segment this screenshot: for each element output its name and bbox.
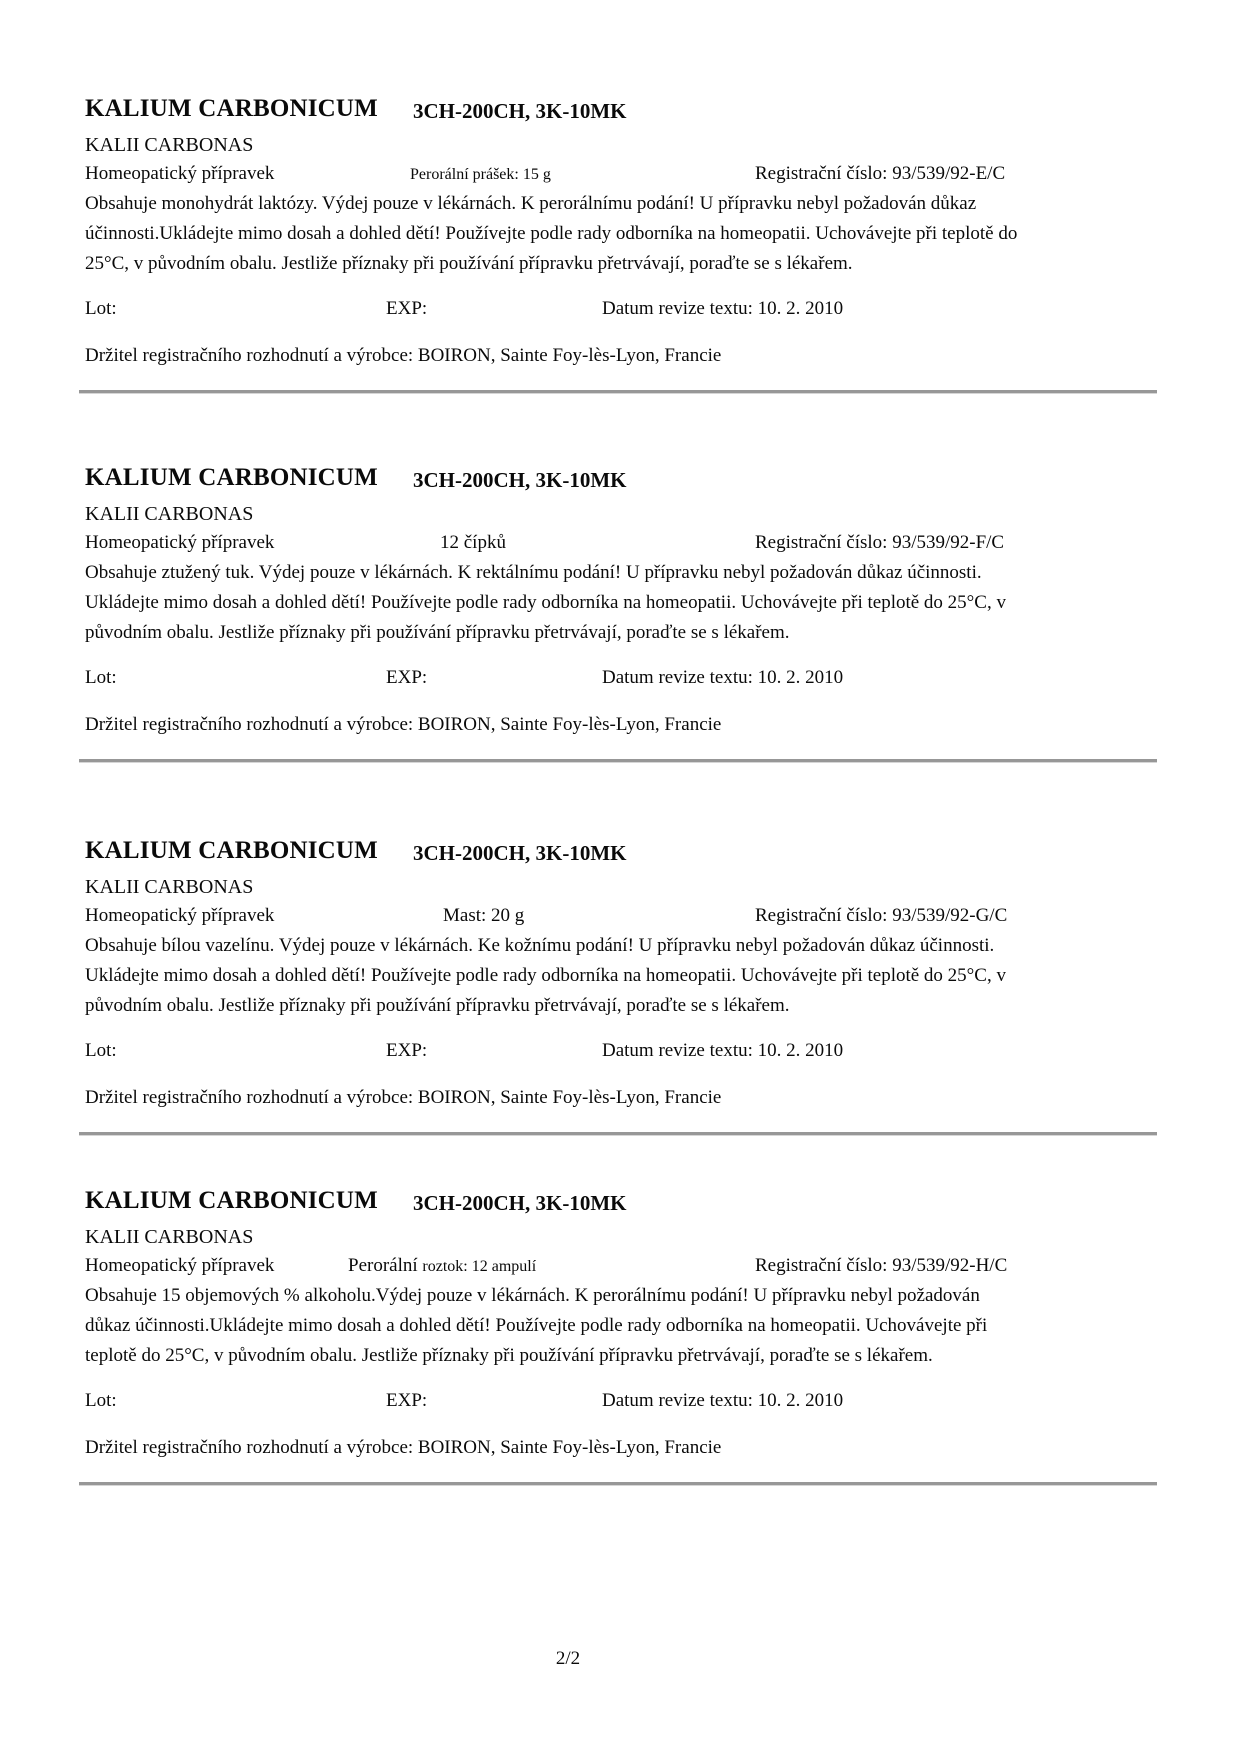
dosage-form-normal: 12 čípků [440, 532, 506, 553]
section-title-row [85, 95, 1157, 131]
section-title-row [85, 837, 1157, 873]
product-type-label: Homeopatický přípravek [85, 1255, 275, 1276]
dilution-label: 3CH-200CH, 3K-10MK [413, 468, 627, 492]
lot-label: Lot: [85, 667, 117, 688]
page-number: 2/2 [555, 1648, 581, 1669]
exp-label: EXP: [386, 1390, 428, 1411]
registration-number: Registrační číslo: 93/539/92-E/C [755, 163, 1006, 184]
section-divider [79, 759, 1157, 763]
dosage-form-normal: Mast: 20 g [443, 905, 525, 926]
section-title: KALIUM CARBONICUM [85, 1187, 378, 1214]
lot-row [85, 1386, 1157, 1416]
dosage-form-normal: Perorální [348, 1255, 423, 1276]
lot-row [85, 1036, 1157, 1066]
revision-date: Datum revize textu: 10. 2. 2010 [602, 298, 844, 319]
latin-name: KALII CARBONAS [85, 876, 254, 898]
info-row [85, 159, 1157, 189]
dilution-label: 3CH-200CH, 3K-10MK [413, 1191, 627, 1215]
dosage-form-small: Perorální prášek: 15 g [410, 166, 551, 183]
revision-date: Datum revize textu: 10. 2. 2010 [602, 667, 844, 688]
dilution-label: 3CH-200CH, 3K-10MK [413, 841, 627, 865]
exp-label: EXP: [386, 298, 428, 319]
dosage-form [348, 1251, 536, 1282]
product-section [85, 95, 1157, 394]
section-title: KALIUM CARBONICUM [85, 95, 378, 122]
product-section [85, 837, 1157, 1136]
lot-label: Lot: [85, 298, 117, 319]
dosage-form [443, 901, 524, 932]
marketing-holder: Držitel registračního rozhodnutí a výrobce: BOIRON, Sainte Foy-lès-Lyon, Francie [85, 1087, 722, 1108]
lot-row [85, 663, 1157, 693]
exp-label: EXP: [386, 667, 428, 688]
latin-name: KALII CARBONAS [85, 1226, 254, 1248]
lot-row [85, 294, 1157, 324]
marketing-holder: Držitel registračního rozhodnutí a výrobce: BOIRON, Sainte Foy-lès-Lyon, Francie [85, 345, 722, 366]
dosage-form-small: roztok: 12 ampulí [422, 1258, 537, 1275]
section-title-row [85, 464, 1157, 500]
product-type-label: Homeopatický přípravek [85, 163, 275, 184]
registration-number: Registrační číslo: 93/539/92-H/C [755, 1255, 1008, 1276]
revision-date: Datum revize textu: 10. 2. 2010 [602, 1040, 844, 1061]
product-type-label: Homeopatický přípravek [85, 532, 275, 553]
latin-name: KALII CARBONAS [85, 503, 254, 525]
registration-number: Registrační číslo: 93/539/92-F/C [755, 532, 1005, 553]
product-type-label: Homeopatický přípravek [85, 905, 275, 926]
marketing-holder: Držitel registračního rozhodnutí a výrobce: BOIRON, Sainte Foy-lès-Lyon, Francie [85, 714, 722, 735]
registration-number: Registrační číslo: 93/539/92-G/C [755, 905, 1008, 926]
dilution-label: 3CH-200CH, 3K-10MK [413, 99, 627, 123]
section-title: KALIUM CARBONICUM [85, 837, 378, 864]
description-text: Obsahuje monohydrát laktózy. Výdej pouze v lékárnách. K perorálnímu podání! U přípravku nebyl požadován důkaz účinnosti.Ukládejte mimo dosah a dohled dětí! Používejte podle rady odborníka na homeopatii. Uchovávejte při teplotě do 25°C, v původním obalu. Jestliže příznaky při používání přípravku přetrvávají, poraďte se s lékařem. [85, 193, 1018, 274]
dosage-form [440, 528, 506, 559]
section-title-row [85, 1187, 1157, 1223]
description-text: Obsahuje bílou vazelínu. Výdej pouze v lékárnách. Ke kožnímu podání! U přípravku nebyl požadován důkaz účinnosti. Ukládejte mimo dosah a dohled dětí! Používejte podle rady odborníka na homeopatii. Uchovávejte při teplotě do 25°C, v původním obalu. Jestliže příznaky při používání přípravku přetrvávají, poraďte se s lékařem. [85, 935, 1006, 1016]
description-text: Obsahuje ztužený tuk. Výdej pouze v lékárnách. K rektálnímu podání! U přípravku nebyl požadován důkaz účinnosti. Ukládejte mimo dosah a dohled dětí! Používejte podle rady odborníka na homeopatii. Uchovávejte při teplotě do 25°C, v původním obalu. Jestliže příznaky při používání přípravku přetrvávají, poraďte se s lékařem. [85, 562, 1006, 643]
section-divider [79, 1482, 1157, 1486]
info-row [85, 1251, 1157, 1281]
product-section [85, 464, 1157, 763]
product-section [85, 1187, 1157, 1486]
section-divider [79, 1132, 1157, 1136]
marketing-holder: Držitel registračního rozhodnutí a výrobce: BOIRON, Sainte Foy-lès-Lyon, Francie [85, 1437, 722, 1458]
exp-label: EXP: [386, 1040, 428, 1061]
revision-date: Datum revize textu: 10. 2. 2010 [602, 1390, 844, 1411]
info-row [85, 528, 1157, 558]
lot-label: Lot: [85, 1390, 117, 1411]
description-text: Obsahuje 15 objemových % alkoholu.Výdej pouze v lékárnách. K perorálnímu podání! U přípravku nebyl požadován důkaz účinnosti.Ukládejte mimo dosah a dohled dětí! Používejte podle rady odborníka na homeopatii. Uchovávejte při teplotě do 25°C, v původním obalu. Jestliže příznaky při používání přípravku přetrvávají, poraďte se s lékařem. [85, 1285, 988, 1366]
dosage-form [410, 159, 551, 190]
lot-label: Lot: [85, 1040, 117, 1061]
info-row [85, 901, 1157, 931]
section-title: KALIUM CARBONICUM [85, 464, 378, 491]
latin-name: KALII CARBONAS [85, 134, 254, 156]
section-divider [79, 390, 1157, 394]
